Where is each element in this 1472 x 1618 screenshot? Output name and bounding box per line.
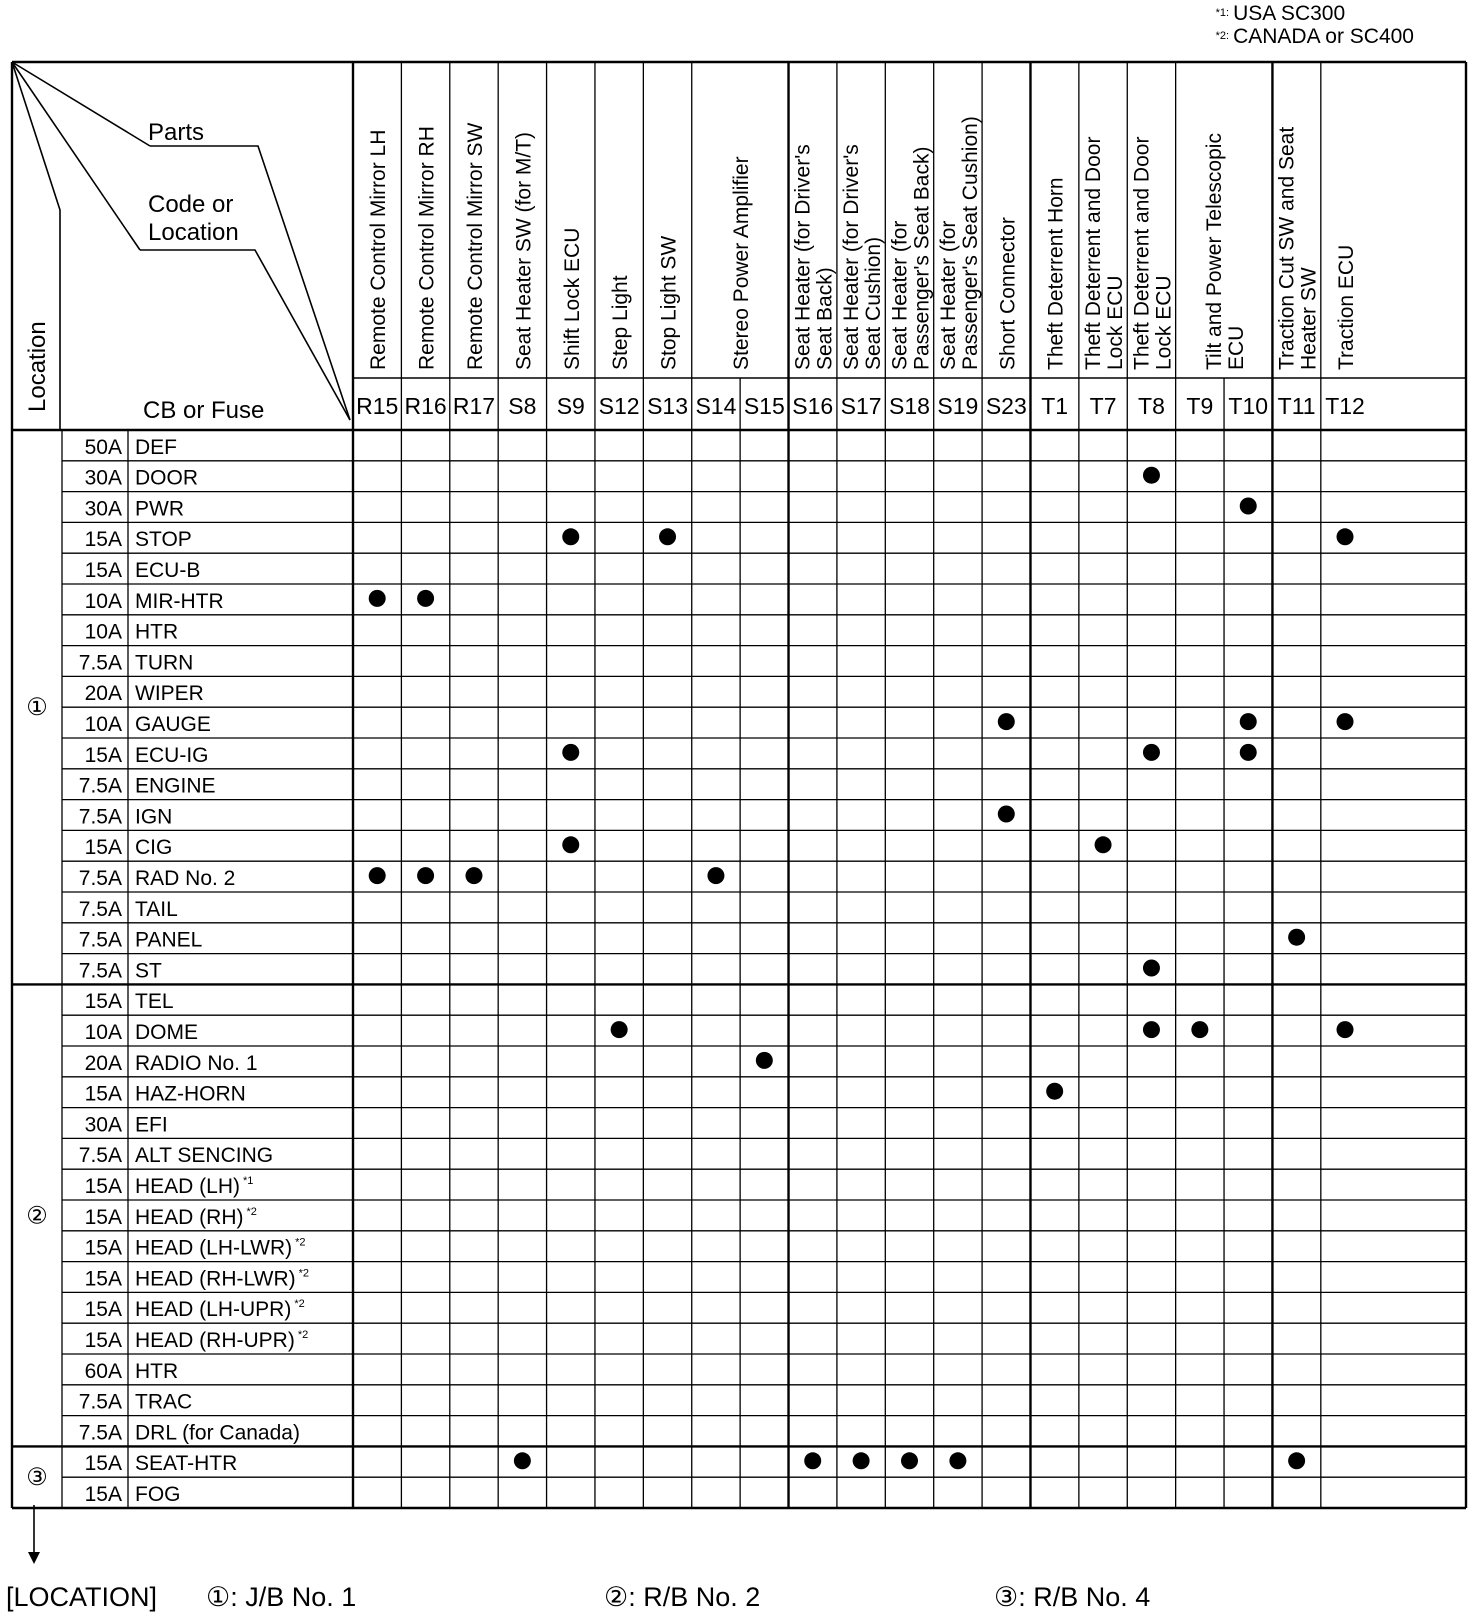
part-name: Seat Back)	[813, 267, 837, 370]
fuse-note: *2	[298, 1267, 310, 1280]
part-name: Passenger's Seat Cushion)	[958, 116, 982, 370]
part-code: S9	[556, 393, 585, 419]
fuse-name: PWR	[135, 497, 184, 521]
part-code: T12	[1325, 393, 1365, 419]
part-name: Seat Heater (for Driver's	[840, 144, 864, 370]
footnote-2-mark: *2:	[1215, 30, 1230, 42]
mark-dot	[562, 836, 579, 853]
fuse-amp: 15A	[84, 990, 122, 1014]
fuse-amp: 50A	[84, 435, 122, 459]
fuse-amp: 7.5A	[78, 928, 122, 952]
fuse-note: *2	[295, 1236, 306, 1249]
fuse-label: CB or Fuse	[143, 397, 265, 424]
part-code: S18	[889, 393, 930, 419]
mark-dot	[1288, 1452, 1305, 1469]
fuse-amp: 7.5A	[78, 1421, 122, 1445]
fuse-amp: 7.5A	[78, 651, 122, 675]
footnote-1-mark: *1:	[1215, 7, 1230, 19]
footnote-1-text: USA SC300	[1233, 2, 1346, 25]
part-codes	[356, 393, 1365, 419]
fuse-name: TRAC	[135, 1390, 193, 1414]
mark-dot	[998, 806, 1015, 823]
fuse-name: DRL (for Canada)	[135, 1421, 300, 1445]
part-name: Remote Control Mirror SW	[463, 122, 487, 370]
fuse-amp: 20A	[84, 682, 122, 706]
part-name: Theft Deterrent and Door	[1082, 136, 1106, 370]
fuse-amp: 7.5A	[78, 867, 122, 890]
fuse-amp: 10A	[84, 620, 122, 644]
fuse-amp: 15A	[84, 1082, 122, 1106]
part-name: Passenger's Seat Back)	[910, 146, 934, 370]
part-code: R17	[452, 393, 496, 419]
fuse-name: DOME	[135, 1021, 198, 1044]
fuse-note: *2	[246, 1205, 257, 1218]
fuse-name: MIR-HTR	[135, 589, 224, 613]
fuse-amp: 7.5A	[78, 1390, 122, 1414]
legend-label: [LOCATION]	[6, 1582, 158, 1612]
part-code: T7	[1089, 393, 1117, 419]
part-name: Traction Cut SW and Seat	[1275, 126, 1299, 370]
group-location: ③	[26, 1464, 48, 1492]
fuse-name: GAUGE	[135, 713, 211, 736]
part-name: Short Connector	[996, 217, 1020, 370]
fuse-amp: 10A	[84, 589, 122, 613]
fuse-name: ALT SENCING	[135, 1144, 274, 1168]
part-code: T1	[1041, 393, 1069, 419]
fuse-amp: 15A	[84, 559, 122, 582]
fuse-name: HTR	[135, 1359, 179, 1383]
mark-dot	[369, 867, 386, 884]
parts-label: Parts	[148, 119, 205, 146]
fuse-amp: 7.5A	[78, 1144, 122, 1168]
fuse-amp: 15A	[84, 1236, 122, 1260]
fuse-name: HTR	[135, 620, 179, 644]
group-location: ①	[26, 694, 48, 722]
legend-item-2: ②: R/B No. 2	[604, 1582, 761, 1612]
mark-dot	[1191, 1021, 1208, 1038]
fuse-name: HEAD (LH-LWR)	[135, 1236, 293, 1260]
mark-dot	[1288, 929, 1305, 946]
fuse-amp: 30A	[84, 1113, 122, 1137]
part-name: Lock ECU	[1104, 275, 1128, 370]
fuse-name: DOOR	[135, 466, 198, 490]
fuse-amp: 10A	[84, 1021, 122, 1044]
mark-dot	[853, 1452, 870, 1469]
fuse-name: TAIL	[135, 897, 178, 921]
part-code: S15	[743, 393, 785, 419]
fuse-amp: 60A	[84, 1359, 122, 1383]
mark-dot	[417, 590, 434, 607]
fuse-amp: 15A	[84, 528, 122, 552]
part-names	[367, 116, 1358, 370]
fuse-name: RADIO No. 1	[135, 1051, 258, 1075]
mark-dot	[804, 1452, 821, 1469]
part-code: S12	[598, 393, 640, 419]
part-name: Seat Heater SW (for M/T)	[512, 131, 536, 370]
mark-dot	[611, 1021, 628, 1038]
fuse-amp: 15A	[84, 1205, 122, 1229]
fuse-amp: 15A	[84, 1483, 122, 1506]
fuse-name: EFI	[135, 1113, 168, 1137]
fuse-amp: 7.5A	[78, 897, 122, 921]
mark-dot	[562, 744, 579, 761]
mark-dot	[1240, 713, 1257, 730]
mark-dot	[1143, 960, 1160, 977]
part-name: ECU	[1225, 325, 1249, 370]
part-name: Tilt and Power Telescopic	[1203, 133, 1227, 370]
mark-dot	[1337, 1021, 1354, 1038]
code-label-2: Location	[148, 219, 239, 246]
fuse-amp: 15A	[84, 1298, 122, 1322]
fuse-amp: 15A	[84, 836, 122, 860]
part-code: R15	[356, 393, 399, 419]
fuse-amp: 15A	[84, 743, 122, 767]
fuse-amp: 30A	[84, 497, 122, 521]
part-code: S23	[985, 393, 1027, 419]
mark-dot	[1143, 467, 1160, 484]
fuse-amp: 10A	[84, 713, 122, 736]
fuse-name: TURN	[135, 651, 194, 675]
fuse-name: DEF	[135, 435, 177, 459]
fuse-name: ECU-IG	[135, 743, 209, 767]
part-name: Shift Lock ECU	[560, 227, 584, 370]
fuse-note: *2	[294, 1298, 305, 1311]
fuse-amp: 7.5A	[78, 959, 122, 983]
diag-leader-code	[140, 250, 350, 420]
diag-leader-parts	[150, 146, 350, 420]
code-label-1: Code or	[148, 191, 234, 218]
part-code: S19	[937, 393, 979, 419]
location-legend	[0, 1582, 1472, 1618]
mark-dot	[1095, 836, 1112, 853]
fuse-name: HEAD (RH-LWR)	[135, 1267, 296, 1291]
fuse-amp: 7.5A	[78, 805, 122, 829]
mark-dot	[1143, 1021, 1160, 1038]
part-code: S13	[647, 393, 689, 419]
fuse-name: PANEL	[135, 928, 203, 952]
mark-dot	[465, 867, 482, 884]
fuse-name: FOG	[135, 1483, 181, 1506]
part-name: Theft Deterrent and Door	[1130, 136, 1154, 370]
part-name: Remote Control Mirror RH	[415, 126, 439, 370]
mark-dot	[1143, 744, 1160, 761]
fuse-name: ST	[135, 959, 162, 983]
fuse-amp: 15A	[84, 1267, 122, 1291]
part-name: Traction ECU	[1335, 244, 1359, 370]
fuse-name: ECU-B	[135, 559, 201, 582]
mark-dot	[1240, 744, 1257, 761]
part-name: Step Light	[609, 275, 633, 370]
fuse-amp: 30A	[84, 466, 122, 490]
marks	[369, 467, 1354, 1470]
fuse-name: RAD No. 2	[135, 867, 236, 890]
header-diagonals	[12, 62, 350, 430]
part-code: S17	[840, 393, 882, 419]
fuse-amp: 15A	[84, 1329, 122, 1352]
fuse-note: *1	[243, 1175, 254, 1187]
fuse-amp: 15A	[84, 1452, 122, 1476]
fuse-name: HEAD (LH)	[135, 1175, 241, 1198]
fuse-name: HEAD (RH-UPR)	[135, 1329, 295, 1352]
location-label: Location	[24, 321, 51, 412]
mark-dot	[1337, 528, 1354, 545]
fuse-name: TEL	[135, 990, 174, 1014]
part-code: S16	[792, 393, 834, 419]
part-code: T11	[1277, 393, 1316, 419]
part-name: Heater SW	[1297, 267, 1321, 370]
mark-dot	[562, 528, 579, 545]
diag-line-code	[12, 62, 140, 250]
mark-dot	[369, 590, 386, 607]
fuse-name: SEAT-HTR	[135, 1452, 238, 1476]
part-name: Seat Heater (for	[936, 220, 960, 370]
part-code: T10	[1228, 393, 1269, 419]
legend-item-1: ①: J/B No. 1	[206, 1582, 357, 1612]
part-code: T9	[1186, 393, 1214, 419]
part-name: Remote Control Mirror LH	[367, 129, 391, 370]
mark-dot	[901, 1452, 918, 1469]
part-name: Stereo Power Amplifier	[730, 156, 754, 370]
fuse-note: *2	[297, 1329, 309, 1341]
fuse-amp: 15A	[84, 1175, 122, 1198]
fuse-name: WIPER	[135, 682, 204, 706]
fuse-amp: 7.5A	[78, 774, 122, 798]
legend-item-3: ③: R/B No. 4	[994, 1582, 1151, 1612]
mark-dot	[707, 867, 724, 884]
arrow-head	[28, 1552, 40, 1564]
part-name: Seat Heater (for	[888, 220, 912, 370]
mark-dot	[998, 713, 1015, 730]
mark-dot	[514, 1452, 531, 1469]
part-code: S14	[695, 393, 737, 419]
arrow	[28, 1505, 40, 1564]
diag-line-parts	[12, 62, 150, 146]
fuse-name: HEAD (RH)	[135, 1205, 244, 1229]
part-name: Stop Light SW	[657, 235, 681, 370]
mark-dot	[659, 528, 676, 545]
fuse-name: HEAD (LH-UPR)	[135, 1298, 292, 1322]
fuse-name: IGN	[135, 805, 173, 829]
part-code: T8	[1138, 393, 1165, 419]
part-name: Seat Cushion)	[862, 236, 886, 370]
fuse-name: HAZ-HORN	[135, 1082, 246, 1106]
fuse-name: STOP	[135, 528, 192, 552]
fuse-name: ENGINE	[135, 774, 216, 798]
fuse-rows	[26, 436, 309, 1506]
mark-dot	[1046, 1083, 1063, 1100]
mark-dot	[949, 1452, 966, 1469]
mark-dot	[1240, 498, 1257, 515]
part-name: Lock ECU	[1152, 275, 1176, 370]
mark-dot	[1337, 713, 1354, 730]
group-location: ②	[26, 1202, 48, 1230]
part-code: R16	[404, 393, 447, 419]
footnote-2-text: CANADA or SC400	[1233, 25, 1414, 48]
mark-dot	[417, 867, 434, 884]
fuse-name: CIG	[135, 836, 173, 860]
fuse-amp: 20A	[84, 1051, 122, 1075]
part-code: S8	[508, 393, 537, 419]
part-name: Theft Deterrent Horn	[1044, 177, 1068, 370]
part-name: Seat Heater (for Driver's	[791, 144, 815, 370]
mark-dot	[756, 1052, 773, 1069]
